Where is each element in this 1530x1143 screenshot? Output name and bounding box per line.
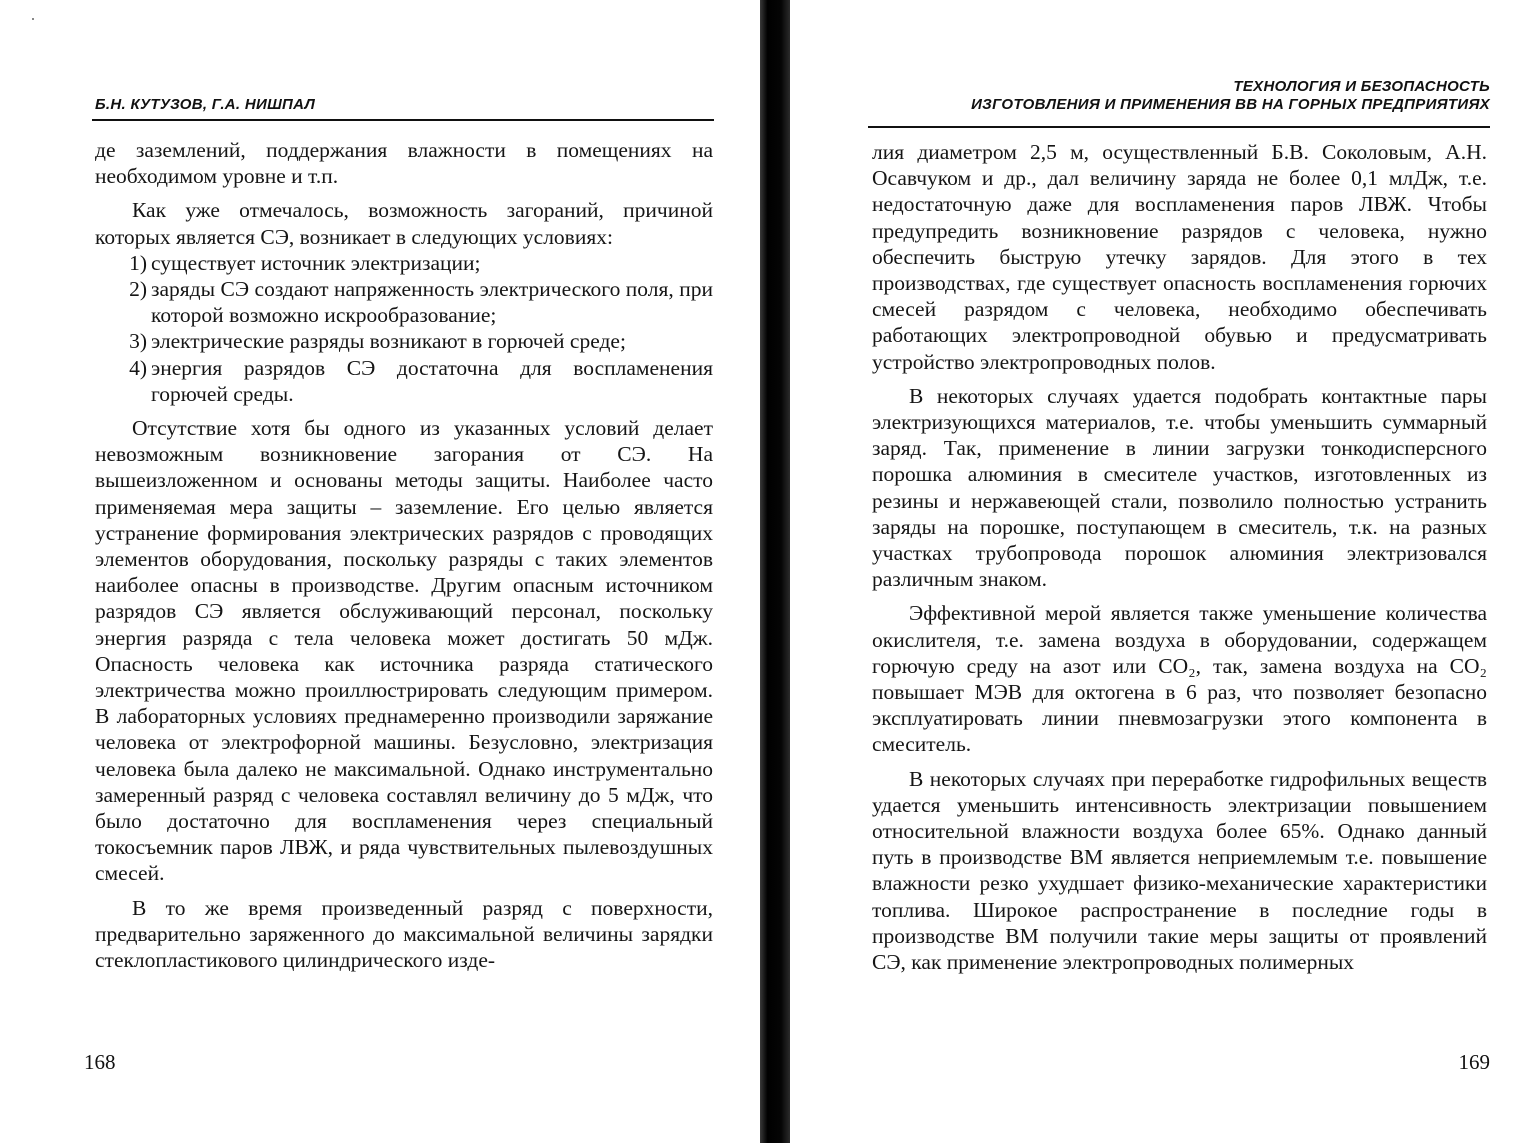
paragraph: Как уже отмечалось, возможность загораний, причиной которых является СЭ, возникает в следующих условиях: bbox=[95, 198, 713, 249]
list-item-text: заряды СЭ создают напряженность электрического поля, при которой возможно искрообразование; bbox=[151, 277, 713, 328]
list-item bbox=[129, 328, 713, 354]
list-item bbox=[129, 355, 713, 407]
scan-speck bbox=[32, 18, 34, 20]
list-item bbox=[129, 250, 713, 276]
paragraph: Отсутствие хотя бы одного из указанных условий делает невозможным возникновение загорания от СЭ. На вышеизложенном и основаны методы защиты. Наиболее часто применяемая мера защиты – заземление. Его целью является устранение формирования электрических разрядов с проводящих элементов оборудования, поскольку разряды с таких элементов наиболее опасны в производстве. Другим опасным источником разрядов СЭ является обслуживающий персонал, поскольку энергия разряда с тела человека может достигать 50 мДж. Опасность человека как источника разряда статического электричества можно проиллюстрировать следующим примером. В лабораторных условиях преднамеренно производили заряжание человека от электрофорной машины. Безусловно, электризация человека была далеко не максимальной. Однако инструментально замеренный разряд с человека составлял величину до 5 мДж, что было достаточно для воспламенения через специальный токосъемник паров ЛВЖ, и ряда чувствительных пылевоздушных смесей. bbox=[95, 416, 713, 886]
left-page bbox=[0, 0, 760, 1143]
running-head-line: ТЕХНОЛОГИЯ И БЕЗОПАСНОСТЬ bbox=[1233, 78, 1490, 95]
paragraph: лия диаметром 2,5 м, осуществленный Б.В. Соколовым, А.Н. Осавчуком и др., дал величину заряда не более 0,1 млДж, т.е. недостаточную даже для воспламенения паров ЛВЖ. Чтобы предупредить возникновение разрядов с человека, нужно обеспечить быструю утечку зарядов. Для этого в тех производствах, где существует опасность воспламенения горючих смесей разрядом с человека, необходимо обеспечивать работающих электропроводной обувью и предусматривать устройство электропроводных полов. bbox=[872, 140, 1487, 374]
right-page-body bbox=[872, 139, 1487, 975]
list-number: 3) bbox=[129, 329, 147, 354]
list-number: 4) bbox=[129, 355, 147, 380]
book-gutter bbox=[760, 0, 790, 1143]
right-page bbox=[790, 0, 1530, 1143]
conditions-list bbox=[95, 250, 713, 407]
running-head-title bbox=[971, 78, 1490, 114]
list-item bbox=[129, 276, 713, 328]
list-number: 1) bbox=[129, 250, 147, 275]
paragraph: Эффективной мерой является также уменьшение количества окислителя, т.е. замена воздуха в оборудовании, содержащем горючую среду на азот или CO₂, так, замена воздуха на CO₂ повышает МЭВ для октогена в 6 раз, что позволяет безопасно эксплуатировать линии пневмозагрузки этого компонента в смеситель. bbox=[872, 601, 1487, 757]
running-head-line: ИЗГОТОВЛЕНИЯ И ПРИМЕНЕНИЯ ВВ НА ГОРНЫХ ПРЕДПРИЯТИЯХ bbox=[971, 96, 1490, 113]
list-number: 2) bbox=[129, 277, 147, 302]
header-rule bbox=[92, 119, 714, 121]
paragraph: де заземлений, поддержания влажности в помещениях на необходимом уровне и т.п. bbox=[95, 138, 713, 189]
list-item-text: энергия разрядов СЭ достаточна для воспламенения горючей среды. bbox=[151, 355, 713, 406]
paragraph: В некоторых случаях при переработке гидрофильных веществ удается уменьшить интенсивность электризации повышением относительной влажности воздуха более 65%. Однако данный путь в производстве ВМ является неприемлемым т.е. повышение влажности резко ухудшает физико-механические характеристики топлива. Широкое распространение в последние годы в производстве ВМ получили такие меры защиты от проявлений СЭ, как применение электропроводных полимерных bbox=[872, 766, 1487, 975]
page-number: 168 bbox=[84, 1050, 116, 1074]
paragraph: В некоторых случаях удается подобрать контактные пары электризующихся материалов, т.е. чтобы уменьшить суммарный заряд. Так, применение в линии загрузки тонкодисперсного порошка алюминия в смесителе участков, изготовленных из резины и нержавеющей стали, позволило полностью устранить заряды на порошке, поступающем в смеситель, т.к. на разных участках трубопровода порошок алюминия электризовался различным знаком. bbox=[872, 383, 1487, 592]
page-number: 169 bbox=[1458, 1050, 1490, 1074]
paragraph: В то же время произведенный разряд с поверхности, предварительно заряженного до максимальной величины зарядки стеклопластикового цилиндрического изде- bbox=[95, 895, 713, 973]
list-item-text: существует источник электризации; bbox=[151, 250, 481, 275]
list-item-text: электрические разряды возникают в горючей среде; bbox=[151, 329, 626, 354]
header-rule bbox=[868, 126, 1490, 128]
left-page-body bbox=[95, 137, 713, 973]
running-head-authors: Б.Н. КУТУЗОВ, Г.А. НИШПАЛ bbox=[95, 96, 316, 113]
